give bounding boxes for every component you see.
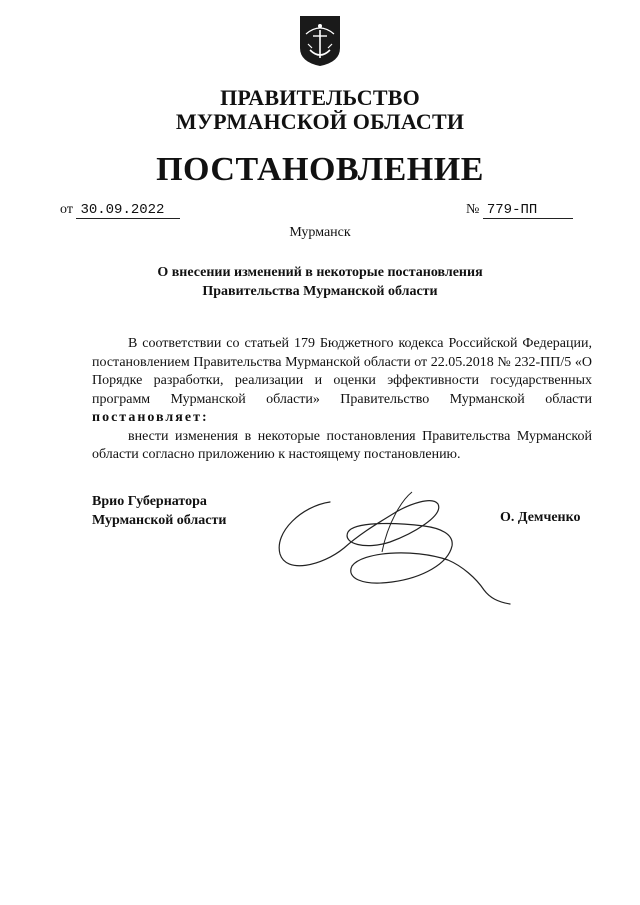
number-label: № xyxy=(466,202,480,217)
number-value: 779-ПП xyxy=(483,202,573,219)
body-paragraph-1 xyxy=(92,335,592,428)
murmansk-crest-icon xyxy=(298,14,342,68)
date-value: 30.09.2022 xyxy=(76,202,180,219)
government-name xyxy=(0,86,640,134)
signatory-name: О. Демченко xyxy=(500,510,581,525)
city-name: Мурманск xyxy=(289,225,351,240)
body-paragraph-1-text: В соответствии со статьей 179 Бюджетного кодекса Российской Федерации, постановлением Правительства Мурманской области от 22.05.2018 № 232-ПП/5 «О Порядке разработки, реализации и оценки эффективности государственных программ Мурманской области» Правительство Мурманской области xyxy=(92,336,592,407)
signatory-position xyxy=(92,492,226,530)
position-line-2: Мурманской области xyxy=(92,513,227,528)
handwritten-signature-icon xyxy=(262,482,512,612)
government-line-1: ПРАВИТЕЛЬСТВО xyxy=(220,85,420,110)
subject-line-2: Правительства Мурманской области xyxy=(202,284,438,299)
document-body xyxy=(92,335,592,465)
subject-line-1: О внесении изменений в некоторые постановления xyxy=(157,265,483,280)
decree-verb: постановляет: xyxy=(92,410,209,425)
document-date xyxy=(60,202,180,219)
government-line-2: МУРМАНСКОЙ ОБЛАСТИ xyxy=(175,109,465,134)
body-paragraph-2: внести изменения в некоторые постановления Правительства Мурманской области согласно приложению к настоящему постановлению. xyxy=(92,428,592,462)
date-label: от xyxy=(60,202,73,217)
document-subject xyxy=(0,263,640,301)
position-line-1: Врио Губернатора xyxy=(92,494,207,509)
document-type-title: ПОСТАНОВЛЕНИЕ xyxy=(156,151,484,188)
document-number xyxy=(466,202,573,219)
